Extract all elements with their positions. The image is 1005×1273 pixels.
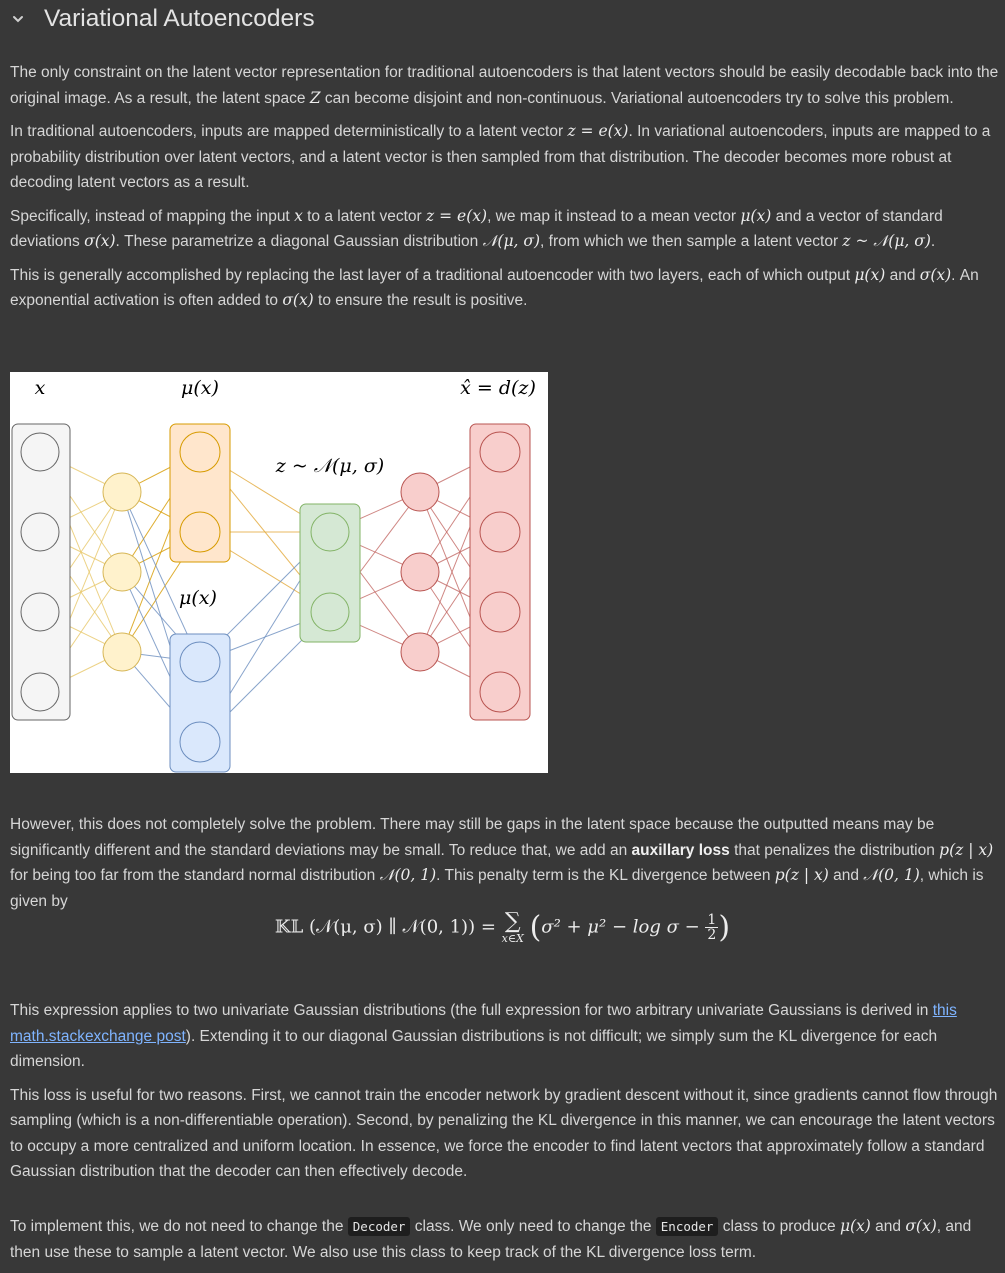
hidden-node-2 [103, 553, 141, 591]
paragraph-2: In traditional autoencoders, inputs are mapped deterministically to a latent vector z = e(x). In variational autoencoders, inputs are mapped to a probability distribution over latent vectors, and a latent vector is then sampled from that distribution. The decoder becomes more robust at decoding latent vectors as a result. [10, 122, 991, 191]
paragraph-8: To implement this, we do not need to change the Decoder class. We only need to change the Encoder class to produce μ(x) and σ(x), and then use these to sample a latent vector. We also use this class to keep track of the KL divergence loss term. [10, 1217, 972, 1261]
equation-body: σ² + μ² − log σ − [541, 916, 700, 938]
section-title: Variational Autoencoders [44, 5, 315, 32]
label-z: z ~ 𝒩(μ, σ) [275, 455, 385, 477]
kl-text [10, 812, 1002, 922]
chevron-down-icon[interactable] [0, 12, 36, 26]
input-node-2 [21, 513, 59, 551]
hidden-node-1 [103, 473, 141, 511]
stackexchange-link[interactable]: this math.stackexchange post [10, 1002, 957, 1045]
encoder-code: Encoder [656, 1217, 719, 1236]
paragraph-6: This expression applies to two univariate Gaussian distributions (the full expression for two arbitrary univariate Gaussians is derived in this math.stackexchange post). Extending it to our diagonal Gaussian distributions is not difficult; we simply sum the KL divergence for each dimension. [10, 1002, 957, 1070]
decoder-code: Decoder [348, 1217, 411, 1236]
sigma-node-1 [180, 642, 220, 682]
section-heading [0, 0, 315, 38]
paragraph-5: However, this does not completely solve the problem. There may still be gaps in the latent space because the outputted means may be significantly different and the standard deviations may be small. To reduce that, we add an auxillary loss that penalizes the distribution p(z | x) for being too far from the standard normal distribution 𝒩(0, 1). This penalty term is the KL divergence between p(z | x) and 𝒩(0, 1), which is given by [10, 816, 994, 910]
sum-subscript: x∈X [501, 932, 524, 945]
paragraph-1: The only constraint on the latent vector representation for traditional autoencoders is that latent vectors should be easily decodable back into the original image. As a result, the latent space Z can become disjoint and non-continuous. Variational autoencoders try to solve this problem. [10, 64, 999, 107]
label-xhat: x̂ = d(z) [460, 377, 536, 399]
input-node-4 [21, 673, 59, 711]
kl-equation: 𝕂𝕃 (𝒩(μ, σ) ∥ 𝒩(0, 1)) = ∑ x∈X (σ² + μ² − log σ − $\frac{1}{2}$ ) [274, 909, 731, 945]
z-node-2 [311, 593, 349, 631]
fraction-numerator: 1 [707, 912, 717, 928]
paragraph-4: This is generally accomplished by replacing the last layer of a traditional autoencoder with two layers, each of which output μ(x) and σ(x). An exponential activation is often added to σ(x) to ensure the result is positive. [10, 265, 979, 309]
sigma-node-2 [180, 722, 220, 762]
out-node-2 [480, 512, 520, 552]
label-x: x [34, 377, 46, 399]
out-node-3 [480, 592, 520, 632]
out-node-4 [480, 672, 520, 712]
vae-diagram-svg [10, 372, 548, 773]
z-node-1 [311, 513, 349, 551]
discussion-text [10, 998, 1002, 1193]
vae-architecture-diagram [10, 372, 548, 773]
implementation-text [10, 1214, 1002, 1273]
input-node-3 [21, 593, 59, 631]
dec-node-1 [401, 473, 439, 511]
label-mu: μ(x) [181, 377, 219, 399]
out-node-1 [480, 432, 520, 472]
equation-lhs: 𝕂𝕃 (𝒩(μ, σ) ∥ 𝒩(0, 1)) = [274, 916, 496, 938]
mu-node-2 [180, 512, 220, 552]
mu-node-1 [180, 432, 220, 472]
label-sigma: μ(x) [179, 587, 217, 609]
hidden-node-3 [103, 633, 141, 671]
paragraph-3: Specifically, instead of mapping the input x to a latent vector z = e(x), we map it instead to a mean vector μ(x) and a vector of standard deviations σ(x). These parametrize a diagonal Gaussian distribution 𝒩(μ, σ), from which we then sample a latent vector z ~ 𝒩(μ, σ). [10, 206, 943, 250]
fraction-denominator: 2 [707, 927, 717, 943]
input-node-1 [21, 433, 59, 471]
sum-symbol: ∑ [504, 909, 521, 934]
paragraph-7: This loss is useful for two reasons. First, we cannot train the encoder network by gradient descent without it, since gradients cannot flow through sampling (which is a non-differentiable operation). Second, by penalizing the KL divergence in this manner, we can encourage the latent vectors to occupy a more centralized and uniform location. In essence, we force the encoder to find latent vectors that approximately follow a standard Gaussian distribution that the decoder can then effectively decode. [10, 1086, 998, 1180]
dec-node-2 [401, 553, 439, 591]
dec-node-3 [401, 633, 439, 671]
intro-text [10, 60, 1002, 322]
